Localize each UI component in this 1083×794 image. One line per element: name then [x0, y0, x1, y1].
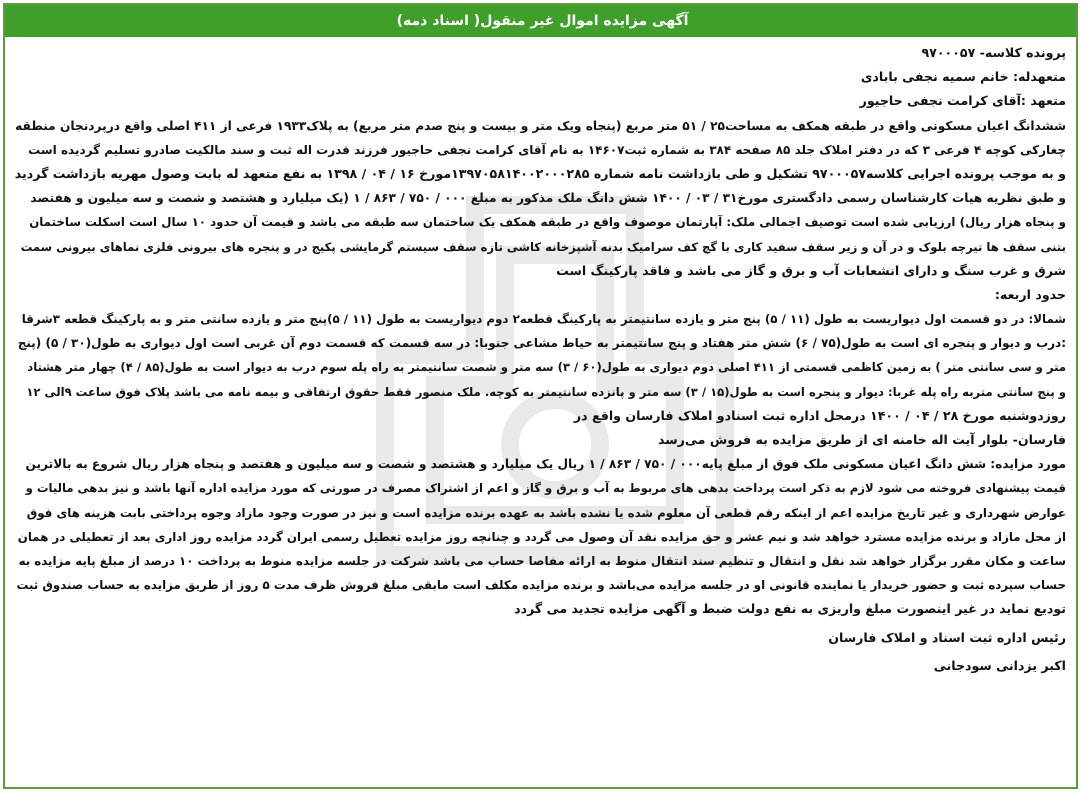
text-line: عوارض شهرداری و غیر تاریخ مزایده اعم از اینکه رقم قطعی آن معلوم شده یا نشده باشد به عهده برنده مزایده است و نیز در صورت وجود مازاد وجوه پرداختی بابت هزینه های فوق — [26, 505, 1066, 520]
auction-notice — [3, 3, 1078, 789]
text-line: بتنی سقف ها تیرچه بلوک و در آن و زیر سقف سفید کاری با گچ کف سرامیک بدنه آشپزخانه کاشی تازه سقف سیستم گرمایشی پکیج در و پنجره های بیرونی فلزی نماهای بیرونی سمت — [20, 239, 1066, 254]
text-line: چغارکی کوچه ۴ فرعی ۳ که در دفتر املاک جلد ۸۵ صفحه ۳۸۴ به شماره ثبت۱۴۶۰۷ به نام آقای کرامت نجفی حاجیور فرزند قدرت اله ثبت و سند مالکیت صادرو تسلیم گردیده است — [28, 142, 1066, 157]
notice-title: آگهی مزایده اموال غیر منقول( اسناد ذمه) — [396, 13, 689, 29]
notice-title-bar — [5, 5, 1076, 37]
boundaries-heading: حدود اربعه: — [994, 286, 1066, 302]
signatory-title: رئیس اداره ثبت اسناد و املاک فارسان — [828, 629, 1066, 645]
debtor: متعهد :آقای کرامت نجفی حاجیور — [859, 93, 1066, 109]
text-line: متر و سی سانتی متر ) به زمین کاظمی قسمتی از ۴۱۱ اصلی دوم دیواری به طول(۶۰ / ۳) سه متر و شصت سانتیمتر به راه پله سوم درب به دیوار است به طول(۸۵ / ۴) چهار متر هشتاد — [27, 360, 1066, 375]
text-line: ساعت و مکان مقرر برگزار خواهد شد نقل و انتقال و تنظیم سند انتقال منوط به ارائه مفاصا حساب می باشد شرکت در جلسه مزایده منوط به پرداخت ۱۰ درصد از مبلغ پایه مزایده به — [18, 553, 1066, 568]
text-line: حساب سپرده ثبت و حضور خریدار یا نماینده قانونی او در جلسه مزایده می‌باشد و برنده مزایده مکلف است مابقی مبلغ فروش ظرف مدت ۵ روز از طریق مزایده به حساب صندوق ثبت — [16, 578, 1066, 593]
text-line: شرق و غرب سنگ و دارای انشعابات آب و برق و گاز می باشد و فاقد پارکینگ است — [556, 262, 1066, 278]
text-line: مورد مزایده: شش دانگ اعیان مسکونی ملک فوق از مبلغ پایه۰۰۰ / ۷۵۰ / ۸۶۳ / ۱ ریال یک میلیارد و هشتصد و شصت و سه میلیون و هفتصد و پنجاه هزار ریال شروع به بالاترین — [25, 457, 1066, 472]
creditor: متعهدله: خانم سمیه نجفی بابادی — [860, 69, 1066, 85]
text-line: از محل مازاد و برنده مزایده مسترد خواهد شد و نیم عشر و حق مزایده نقد آن وصول می گردد و چنانچه روز مزایده تعطیل رسمی ایران گردد مزایده روز اداری بعد از تعطیلی در همان — [17, 529, 1066, 544]
text-line: و پنج سانتی متربه راه پله غربا: دیوار و پنجره است به طول(۱۵ / ۳) سه متر و پانزده سانتیمتر به کوچه. ملک منصور فقط حقوق ارتفاقی و بیمه نامه می باشد پلاک فوق ساعت ۹الی ۱۲ — [26, 384, 1066, 399]
text-line: تودیع نماید در غیر اینصورت مبلغ واریزی به نفع دولت ضبط و آگهی مزایده تجدید می گردد — [514, 601, 1066, 617]
text-line: و پنجاه هزار ریال) ارزیابی شده است توصیف اجمالی ملک: آپارتمان موصوف واقع در طبقه همکف یک ساختمان سه طبقه می باشد و قیمت آن حدود ۱۰ سال است اسکلت ساختمان — [29, 215, 1066, 230]
text-line: و به موجب پرونده اجرایی کلاسه۹۷۰۰۰۵۷ تشکیل و طی بازداشت نامه شماره ۱۳۹۷۰۵۸۱۴۰۰۲۰۰۰۲۸۵مورخ ۱۶ / ۰۴ / ۱۳۹۸ به نفع متعهد له بابت وصول مهریه بازداشت گردید — [15, 165, 1066, 181]
text-line: :درب و دیوار و پنجره ای است به طول(۷۵ / ۶) شش متر هفتاد و پنج سانتیمتر به حیاط مشاعی جنوبا: در سه قسمت که قسمت دوم آن غربی است اول دیواری به طول(۳۰ / ۵) (پنج — [17, 336, 1066, 351]
text-line: ششدانگ اعیان مسکونی واقع در طبقه همکف به مساحت۲۵ / ۵۱ متر مربع (پنجاه ویک متر و بیست و پنج صدم متر مربع) به پلاک۱۹۳۳ فرعی از ۴۱۱ اصلی واقع درپردنجان منطقه — [15, 118, 1066, 133]
text-line: روزدوشنبه مورخ ۲۸ / ۰۴ / ۱۴۰۰ درمحل اداره ثبت اسنادو املاک فارسان واقع در — [573, 407, 1066, 423]
signatory-name: اکبر یزدانی سودجانی — [933, 657, 1066, 673]
text-line: قیمت پیشنهادی فروخته می شود لازم به ذکر است پرداخت بدهی های مربوط به آب و برق و گاز و اعم از اشتراک مصرف در صورتی که مورد مزایده اداره آنها باشد و نیز بدهی مالیات و — [25, 481, 1066, 496]
case-number: پرونده کلاسه- ۹۷۰۰۰۵۷ — [921, 45, 1066, 60]
text-line: و طبق نظریه هیات کارشناسان رسمی دادگستری مورخ۳۱ / ۰۳ / ۱۴۰۰ شش دانگ ملک مذکور به مبلغ ۰۰۰ / ۷۵۰ / ۸۶۳ / ۱ (یک میلیارد و هشتصد و شصت و سه میلیون و هفتصد — [30, 191, 1066, 206]
text-line: شمالا: در دو قسمت اول دیواریست به طول (۱۱ / ۵) پنج متر و یازده سانتیمتر به پارکینگ قطعه۲ دوم دیواریست به طول (۱۱ / ۵)پنج متر و یازده سانتی متر و به پارکینگ قطعه ۳شرقا — [21, 312, 1066, 327]
text-line: فارسان- بلوار آیت اله خامنه ای از طریق مزایده به فروش می‌رسد — [657, 432, 1066, 447]
notice-body — [5, 37, 1076, 678]
